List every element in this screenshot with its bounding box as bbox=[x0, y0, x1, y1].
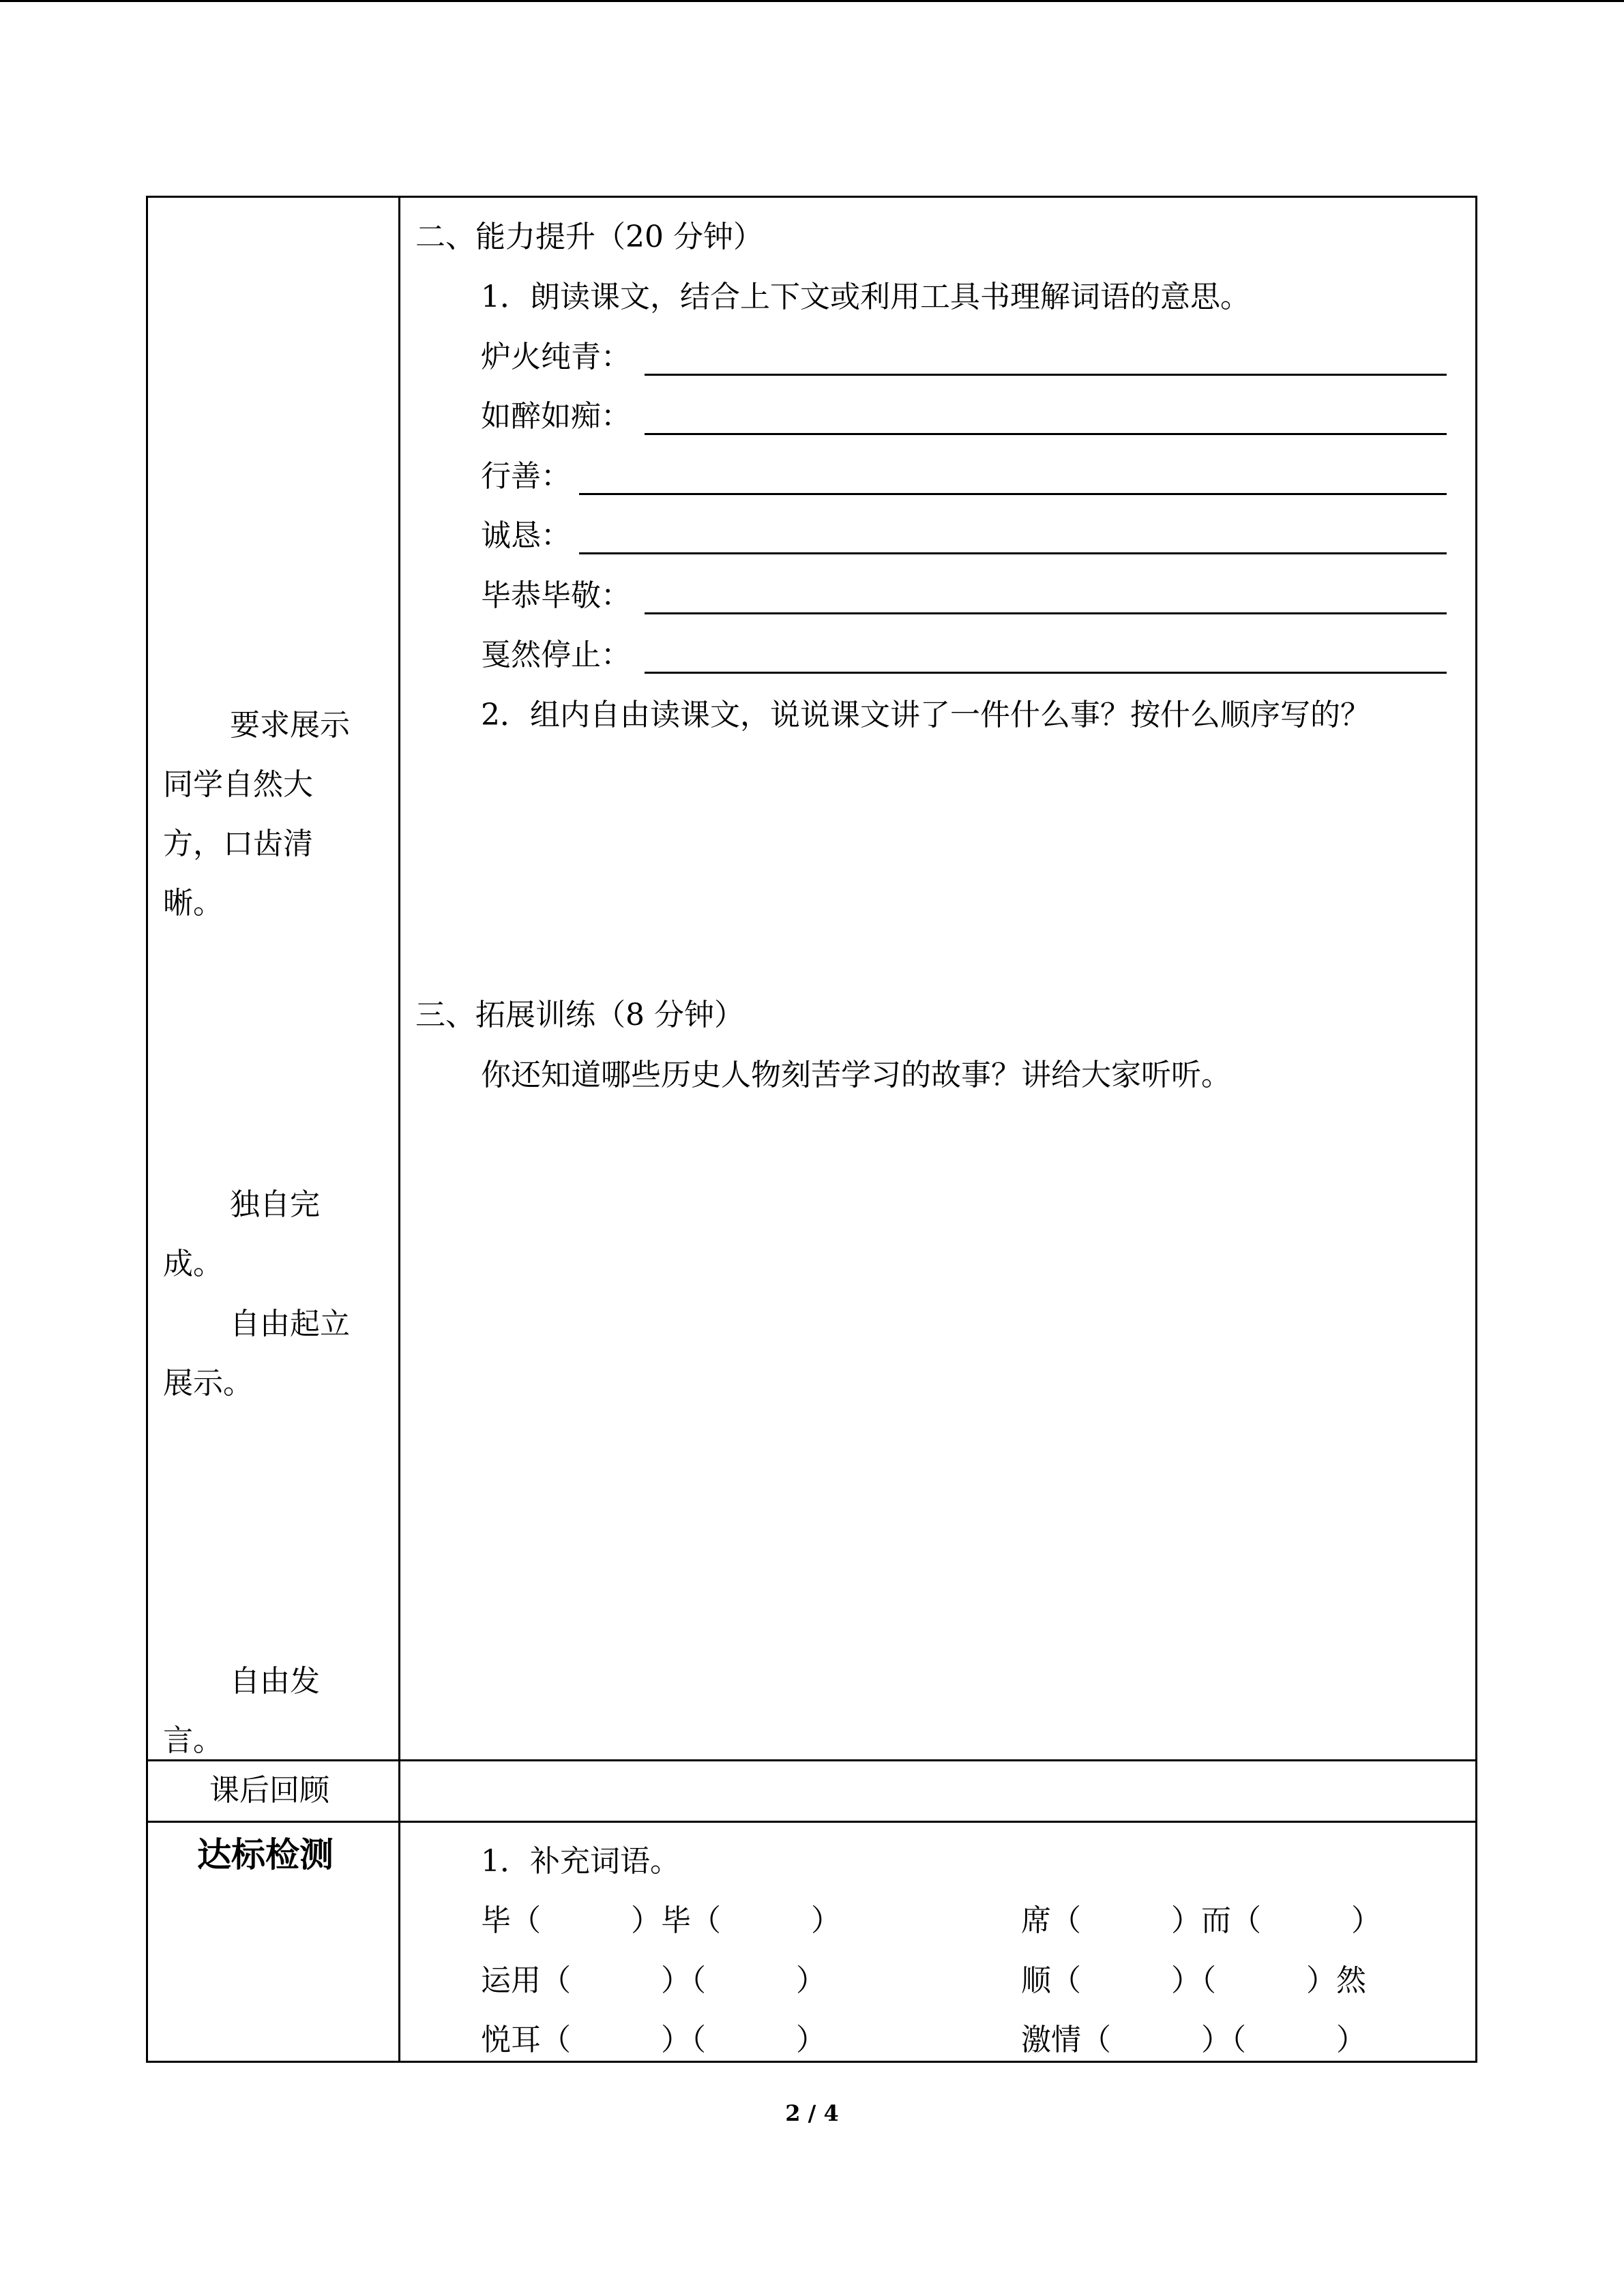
term-xingshan: 行善： bbox=[481, 459, 571, 494]
page-number: 2 / 4 bbox=[785, 2100, 839, 2126]
top-border bbox=[0, 0, 1624, 2]
term-jiaranting: 戛然停止： bbox=[481, 638, 631, 672]
fill-item[interactable]: 运用（ ）（ ） bbox=[481, 1963, 826, 1998]
column-divider bbox=[398, 198, 400, 2061]
term-chengken: 诚恳： bbox=[481, 518, 571, 553]
term-bigongbijing: 毕恭毕敬： bbox=[481, 578, 631, 613]
section2-title: 二、能力提升（20 分钟） bbox=[415, 220, 763, 254]
row-divider-test bbox=[148, 1821, 1475, 1823]
term-ruzuiruchi: 如醉如痴： bbox=[481, 399, 631, 434]
note-display-requirements: 要求展示同学自然大方，口齿清晰。 bbox=[163, 708, 350, 921]
section2-q2: 2．组内自由读课文，说说课文讲了一件什么事？按什么顺序写的？ bbox=[481, 698, 1370, 732]
answer-line[interactable] bbox=[645, 433, 1447, 435]
test-q1: 1．补充词语。 bbox=[481, 1844, 680, 1879]
term-luhuochunqing: 炉火纯青： bbox=[481, 340, 631, 374]
answer-line[interactable] bbox=[579, 493, 1447, 495]
fill-item[interactable]: 席（ ）而（ ） bbox=[1021, 1903, 1381, 1938]
answer-line[interactable] bbox=[579, 552, 1447, 554]
answer-line[interactable] bbox=[645, 672, 1447, 674]
test-label: 达标检测 bbox=[197, 1835, 334, 1875]
note-independent: 独自完成。 bbox=[163, 1187, 320, 1281]
fill-item[interactable]: 毕（ ）毕（ ） bbox=[481, 1903, 841, 1938]
answer-line[interactable] bbox=[645, 374, 1447, 376]
fill-item[interactable]: 顺（ ）（ ）然 bbox=[1021, 1963, 1366, 1998]
lesson-table bbox=[146, 196, 1477, 2063]
fill-item[interactable]: 激情（ ）（ ） bbox=[1021, 2023, 1366, 2057]
section2-q1: 1．朗读课文，结合上下文或利用工具书理解词语的意思。 bbox=[481, 280, 1250, 314]
note-stand-up: 自由起立展示。 bbox=[163, 1307, 350, 1401]
answer-line[interactable] bbox=[645, 612, 1447, 614]
note-speak-freely: 自由发言。 bbox=[163, 1664, 320, 1758]
section3-prompt: 你还知道哪些历史人物刻苦学习的故事？讲给大家听听。 bbox=[481, 1058, 1231, 1092]
review-label: 课后回顾 bbox=[209, 1773, 329, 1808]
section3-title: 三、拓展训练（8 分钟） bbox=[415, 998, 744, 1032]
fill-item[interactable]: 悦耳（ ）（ ） bbox=[481, 2023, 826, 2057]
